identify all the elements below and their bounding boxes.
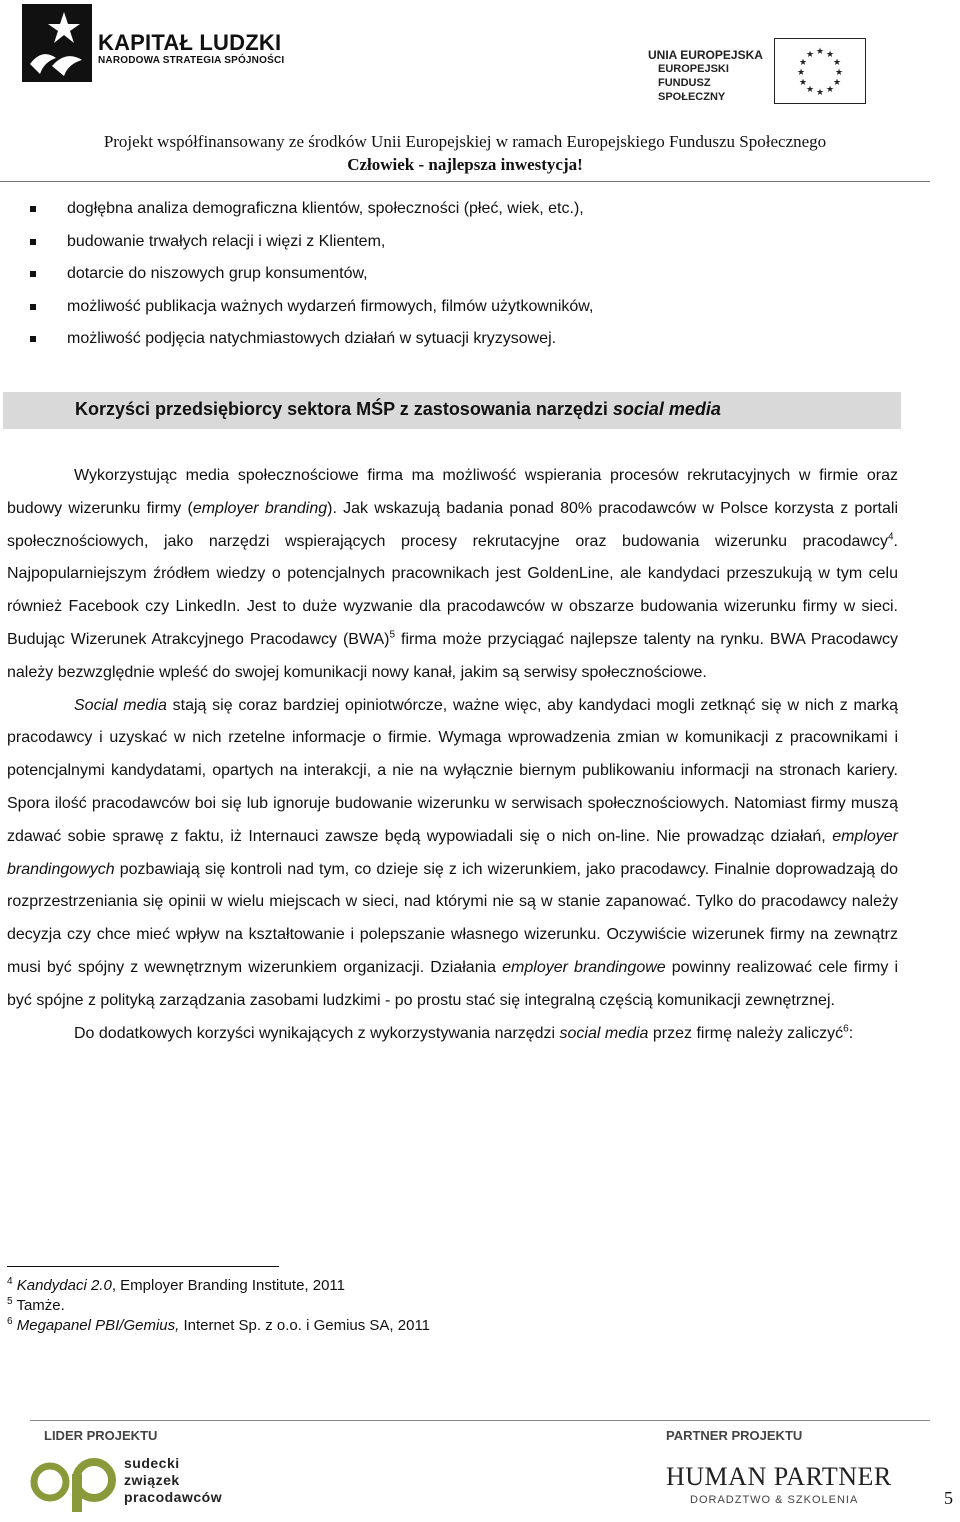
footnote-italic: Megapanel PBI/Gemius, [16, 1317, 180, 1334]
human-partner-logo-name: HUMAN PARTNER [666, 1462, 892, 1491]
eu-logo-text [648, 48, 768, 104]
lead-partner-label: LIDER PROJEKTU [44, 1428, 158, 1443]
project-cofinancing-line: Projekt współfinansowany ze środków Unii Europejskiej w ramach Europejskiego Funduszu Społecznego [103, 132, 827, 151]
body-text [7, 460, 898, 1050]
text-span-italic: employer brandingowych [7, 827, 898, 878]
footnote-item [7, 1296, 807, 1316]
header-divider [0, 181, 930, 182]
svg-text:★: ★ [832, 78, 842, 88]
svg-text:★: ★ [815, 88, 825, 98]
svg-text:★: ★ [798, 58, 808, 68]
human-partner-logo-subtitle: DORADZTWO & SZKOLENIA [690, 1494, 859, 1506]
list-item [30, 229, 910, 262]
footer-divider [30, 1420, 930, 1421]
list-item-text: budowanie trwałych relacji i więzi z Klientem, [67, 232, 386, 250]
footnote-italic: Kandydaci 2.0 [16, 1277, 112, 1294]
eu-flag-icon [774, 38, 866, 104]
project-slogan: Człowiek - najlepsza inwestycja! [347, 155, 583, 174]
footnote-ref-6: 6 [843, 1023, 849, 1035]
text-span: stają się coraz bardziej opiniotwórcze, ważne więc, aby kandydaci mogli zetknąć się w nich z marką pracodawcy i uzyskać w nich rzetelne informacje o firmie. Wymaga wprowadzenia zmian w komunikacji z pracownikami i potencjalnymi kandydatami, opartych na interakcji, a nie na wyłącznie biernym publikowaniu informacji na stronach kariery. Spora ilość pracodawców boi się lub ignoruje budowanie wizerunku w serwisach społecznościowych. Natomiast firmy muszą zdawać sobie sprawę z faktu, iż Internauci zawsze będą wypowiadali się o nich on-line. Nie prowadząc działań, [7, 696, 898, 845]
text-span-italic: employer branding [192, 499, 328, 517]
text-span: przez firmę należy zaliczyć [648, 1024, 844, 1042]
text-span: firma może przyciągać najlepsze talenty na rynku. BWA Pracodawcy należy bezwzględnie wpleść do swojej komunikacji nowy kanał, jakim są serwisy społecznościowe. [7, 630, 899, 681]
svg-text:★: ★ [805, 50, 815, 60]
footnote-item [7, 1276, 807, 1296]
section-heading [75, 395, 721, 423]
list-item [30, 326, 910, 359]
footnote-divider [7, 1266, 279, 1267]
footnote-ref-5: 5 [389, 629, 396, 641]
page-number: 5 [944, 1488, 953, 1508]
svg-text:★: ★ [805, 85, 815, 95]
list-item-text: dogłębna analiza demograficzna klientów, społeczności (płeć, wiek, etc.), [67, 200, 584, 217]
text-span-italic: Social media [74, 696, 167, 714]
section-heading-text: Korzyści przedsiębiorcy sektora MŚP z zastosowania narzędzi [75, 399, 613, 419]
eu-line-3: FUNDUSZ SPOŁECZNY [658, 77, 726, 103]
eu-line-1: UNIA EUROPEJSKA [648, 48, 763, 62]
footnote-number: 5 [7, 1296, 13, 1307]
kapital-ludzki-logo-icon [22, 4, 92, 82]
footnote-text: Tamże. [16, 1297, 65, 1314]
text-span: powinny realizować cele firmy i być spójne z polityką zarządzania zasobami ludzkimi - po prostu stać się integralną częścią komunikacji zewnętrznej. [7, 958, 899, 1009]
svg-text:★: ★ [825, 50, 835, 60]
footnote-ref-4: 4 [887, 531, 894, 543]
svg-text:★: ★ [798, 78, 808, 88]
svg-text:★: ★ [796, 68, 806, 78]
kapital-ludzki-subtitle: NARODOWA STRATEGIA SPÓJNOŚCI [98, 55, 285, 66]
footnote-number: 4 [7, 1276, 13, 1287]
bullet-square-icon [30, 271, 36, 277]
text-span: . Najpopularniejszym źródłem wiedzy o potencjalnych pracownikach jest GoldenLine, ale kandydaci przeszukują w tym celu również Facebook czy LinkedIn. Jest to duże wyzwanie dla pracodawców w obszarze budowania wizerunku firmy w sieci. Budując Wizerunek Atrakcyjnego Pracodawcy (BWA) [7, 532, 898, 648]
list-item [30, 196, 910, 229]
text-span: ). Jak wskazują badania ponad 80% pracodawców w Polsce korzysta z portali społecznościowych, jako narzędzi wspierających procesy rekrutacyjne oraz budowania wizerunku pracodawcy [7, 499, 899, 550]
paragraph-3 [7, 1018, 898, 1051]
footnotes [7, 1276, 807, 1336]
benefits-bullet-list [30, 196, 910, 359]
szp-line-3: pracodawców [124, 1489, 223, 1505]
list-item [30, 294, 910, 327]
svg-text:★: ★ [834, 68, 844, 78]
list-item-text: dotarcie do niszowych grup konsumentów, [67, 265, 368, 283]
szp-line-2: związek [124, 1472, 180, 1488]
paragraph-2 [7, 690, 898, 1018]
kapital-ludzki-title: KAPITAŁ LUDZKI [98, 30, 282, 55]
footnote-text: Internet Sp. z o.o. i Gemius SA, 2011 [179, 1317, 431, 1334]
text-span-italic: social media [559, 1024, 649, 1042]
bullet-square-icon [30, 304, 36, 310]
text-span: pozbawiają się kontroli nad tym, co dzieje się z ich wizerunkiem, jako pracodawcy. Finalnie doprowadzają do rozprzestrzeniania się opinii w wielu miejscach w sieci, nad którymi nie są w stanie zapanować. Tylko do pracodawcy należy decyzja czy chce mieć wpływ na kształtowanie i polepszanie własnego wizerunku. Oczywiście wizerunek firmy na zewnątrz musi być spójny z wewnętrznym wizerunkiem organizacji. Działania [7, 860, 898, 976]
svg-text:★: ★ [832, 58, 842, 68]
eu-line-2: EUROPEJSKI [658, 63, 729, 75]
footnote-number: 6 [7, 1316, 13, 1327]
text-span: Do dodatkowych korzyści wynikających z wykorzystywania narzędzi [74, 1024, 560, 1042]
list-item-text: możliwość publikacja ważnych wydarzeń firmowych, filmów użytkowników, [67, 297, 594, 315]
paragraph-1 [7, 460, 898, 690]
szp-line-1: sudecki [124, 1455, 180, 1471]
footnote-text: , Employer Branding Institute, 2011 [111, 1277, 346, 1294]
bullet-square-icon [30, 206, 36, 212]
bullet-square-icon [30, 336, 36, 342]
list-item [30, 261, 910, 294]
section-heading-italic: social media [612, 399, 721, 419]
text-span-italic: employer brandingowe [502, 958, 666, 976]
svg-text:★: ★ [815, 47, 825, 57]
list-item-text: możliwość podjęcia natychmiastowych działań w sytuacji kryzysowej. [67, 330, 557, 348]
footnote-item [7, 1316, 807, 1336]
svg-text:★: ★ [825, 85, 835, 95]
project-partner-label: PARTNER PROJEKTU [666, 1428, 803, 1443]
bullet-square-icon [30, 239, 36, 245]
szp-logo-text [124, 1455, 222, 1506]
text-span: : [848, 1024, 854, 1042]
text-span: Wykorzystując media społecznościowe firma ma możliwość wspierania procesów rekrutacyjnych w firmie oraz budowy wizerunku firmy ( [7, 467, 898, 517]
